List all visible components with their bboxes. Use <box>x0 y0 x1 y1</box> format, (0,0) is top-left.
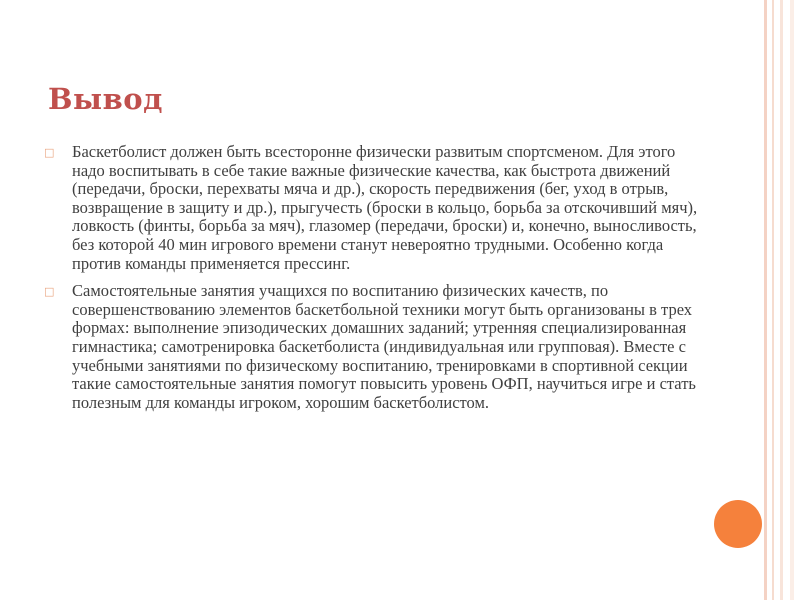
bullet-text: Самостоятельные занятия учащихся по воспитанию физических качеств, по совершенствованию элементов баскетбольной техники могут быть организованы в трех формах: выполнение эпизодических домашних заданий; утренняя специализированная гимнастика; самотренировка баскетболиста (индивидуальная или групповая). Вместе с учебными занятиями по физическому воспитанию, тренировками в спортивной секции такие самостоятельные занятия помогут повысить уровень ОФП, научиться игре и стать полезным для команды игроком, хорошим баскетболистом. <box>72 281 696 412</box>
slide-title: Вывод <box>48 82 163 116</box>
decorative-stripe <box>790 0 794 600</box>
decorative-stripe <box>764 0 767 600</box>
bullet-icon: □ <box>44 146 55 159</box>
decorative-stripe <box>780 0 783 600</box>
bullet-item <box>44 143 704 273</box>
bullet-item <box>44 282 704 412</box>
decorative-stripe <box>772 0 774 600</box>
slide-body <box>44 143 704 421</box>
bullet-text: Баскетболист должен быть всесторонне физически развитым спортсменом. Для этого надо воспитывать в себе такие важные физические качества, как быстрота движений (передачи, броски, перехваты мяча и др.), скорость передвижения (бег, уход в отрыв, возвращение в защиту и др.), прыгучесть (броски в кольцо, борьба за отскочивший мяч), ловкость (финты, борьба за мяч), глазомер (передачи, броски) и, конечно, выносливость, без которой 40 мин игрового времени станут невероятно трудными. Особенно когда против команды применяется прессинг. <box>72 142 698 273</box>
decorative-circle-icon <box>714 500 762 548</box>
bullet-icon: □ <box>44 285 55 299</box>
